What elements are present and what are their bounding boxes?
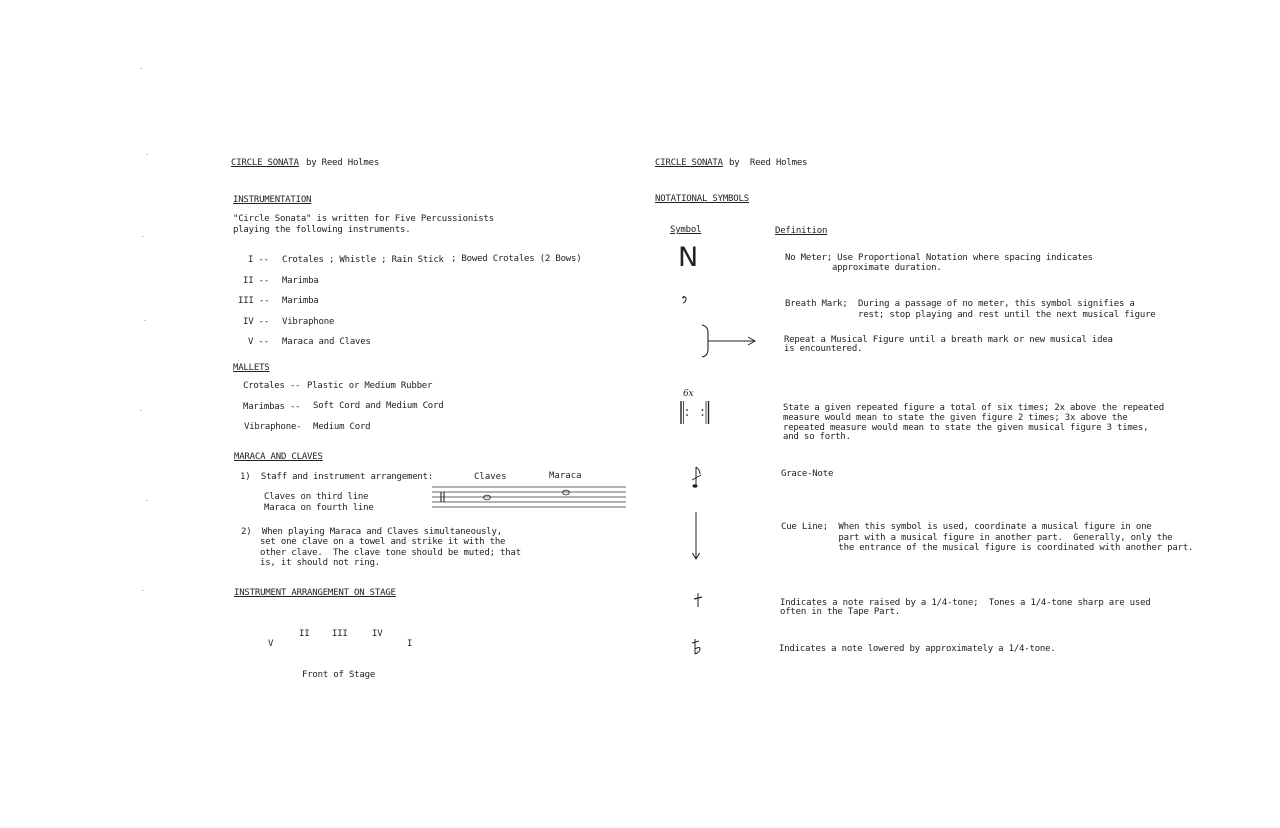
definition-text: Breath Mark; During a passage of no meter, this symbol signifies a [785, 299, 1135, 309]
part-number: V -- [248, 337, 269, 347]
part-instruments: Marimba [282, 296, 319, 306]
arrangement-item-1: 1) Staff and instrument arrangement: [240, 472, 434, 482]
arrangement-item-2: other clave. The clave tone should be muted; that [260, 548, 521, 558]
part-instruments-extra: ; Bowed Crotales (2 Bows) [451, 254, 582, 264]
maraca-claves-heading: MARACA AND CLAVES [234, 452, 323, 462]
mallet-type: Soft Cord and Medium Cord [313, 401, 444, 411]
definition-text: often in the Tape Part. [780, 607, 901, 617]
definition-text: repeated measure would mean to state the given musical figure 3 times, [783, 423, 1149, 433]
six-times-label: 6x [683, 389, 694, 399]
percussion-staff [432, 485, 628, 511]
repeat-figure-symbol [700, 323, 760, 359]
definition-text: Cue Line; When this symbol is used, coordinate a musical figure in one [781, 522, 1152, 532]
definition-text: the entrance of the musical figure is coordinated with another part. [781, 543, 1194, 553]
definition-text: Repeat a Musical Figure until a breath mark or new musical idea [784, 335, 1113, 345]
part-instruments: Crotales ; Whistle ; Rain Stick [282, 255, 444, 265]
repeat-sign-symbol [679, 400, 713, 426]
claves-line-note: Claves on third line [264, 492, 369, 502]
no-meter-symbol: N [678, 242, 698, 273]
left-byline: by Reed Holmes [306, 158, 380, 168]
part-number: II -- [243, 276, 270, 286]
symbol-column-header: Symbol [670, 225, 702, 235]
definition-text: Indicates a note lowered by approximately a 1/4-tone. [779, 644, 1056, 654]
definition-text: and so forth. [783, 432, 851, 442]
stage-position-i: I [407, 639, 413, 649]
definition-text: rest; stop playing and rest until the next musical figure [785, 310, 1156, 320]
left-title: CIRCLE SONATA [231, 158, 299, 168]
stage-position-iv: IV [372, 629, 383, 639]
part-instruments: Maraca and Claves [282, 337, 371, 347]
maraca-line-note: Maraca on fourth line [264, 503, 374, 513]
mallet-type: Medium Cord [313, 422, 371, 432]
maraca-label: Maraca [549, 471, 582, 481]
scan-speck [142, 590, 144, 591]
definition-text: approximate duration. [785, 263, 942, 273]
definition-text: No Meter; Use Proportional Notation where spacing indicates [785, 253, 1093, 263]
scan-speck [140, 410, 142, 411]
stage-heading: INSTRUMENT ARRANGEMENT ON STAGE [234, 588, 396, 598]
arrangement-item-2: set one clave on a towel and strike it with the [260, 537, 506, 547]
instrumentation-intro: "Circle Sonata" is written for Five Percussionists [233, 214, 494, 224]
quarter-sharp-symbol [692, 592, 704, 608]
cue-line-symbol [690, 511, 702, 561]
front-of-stage: Front of Stage [302, 670, 376, 680]
mallet-instrument: Crotales -- [243, 381, 301, 391]
definition-column-header: Definition [775, 226, 828, 236]
right-byline: by Reed Holmes [729, 158, 808, 168]
part-number: I -- [248, 255, 269, 265]
definition-text: is encountered. [784, 344, 863, 354]
definition-text: State a given repeated figure a total of six times; 2x above the repeated [783, 403, 1164, 413]
mallet-instrument: Marimbas -- [243, 402, 301, 412]
mallet-type: Plastic or Medium Rubber [307, 381, 433, 391]
instrumentation-intro: playing the following instruments. [233, 225, 411, 235]
scan-speck [146, 500, 148, 501]
grace-note-symbol [690, 466, 704, 492]
definition-text: Grace-Note [781, 469, 834, 479]
scan-speck [144, 320, 146, 321]
definition-text: Indicates a note raised by a 1/4-tone; Tones a 1/4-tone sharp are used [780, 598, 1151, 608]
quarter-flat-symbol [691, 638, 703, 656]
breath-mark-symbol [681, 295, 689, 305]
claves-label: Claves [474, 472, 507, 482]
arrangement-item-2: is, it should not ring. [260, 558, 381, 568]
part-instruments: Vibraphone [282, 317, 335, 327]
part-number: IV -- [243, 317, 270, 327]
definition-text: measure would mean to state the given figure 2 times; 3x above the [783, 413, 1128, 423]
scan-speck [140, 68, 142, 69]
scan-speck [146, 154, 148, 155]
mallets-heading: MALLETS [233, 363, 270, 373]
scan-speck [142, 236, 144, 237]
definition-text: part with a musical figure in another part. Generally, only the [781, 533, 1173, 543]
instrumentation-heading: INSTRUMENTATION [233, 195, 312, 205]
notational-symbols-heading: NOTATIONAL SYMBOLS [655, 194, 749, 204]
stage-position-ii: II [299, 629, 310, 639]
arrangement-item-2: 2) When playing Maraca and Claves simultaneously, [241, 527, 502, 537]
right-title: CIRCLE SONATA [655, 158, 723, 168]
mallet-instrument: Vibraphone- [244, 422, 302, 432]
part-number: III -- [238, 296, 270, 306]
stage-position-iii: III [332, 629, 348, 639]
part-instruments: Marimba [282, 276, 319, 286]
stage-position-v: V [268, 639, 274, 649]
